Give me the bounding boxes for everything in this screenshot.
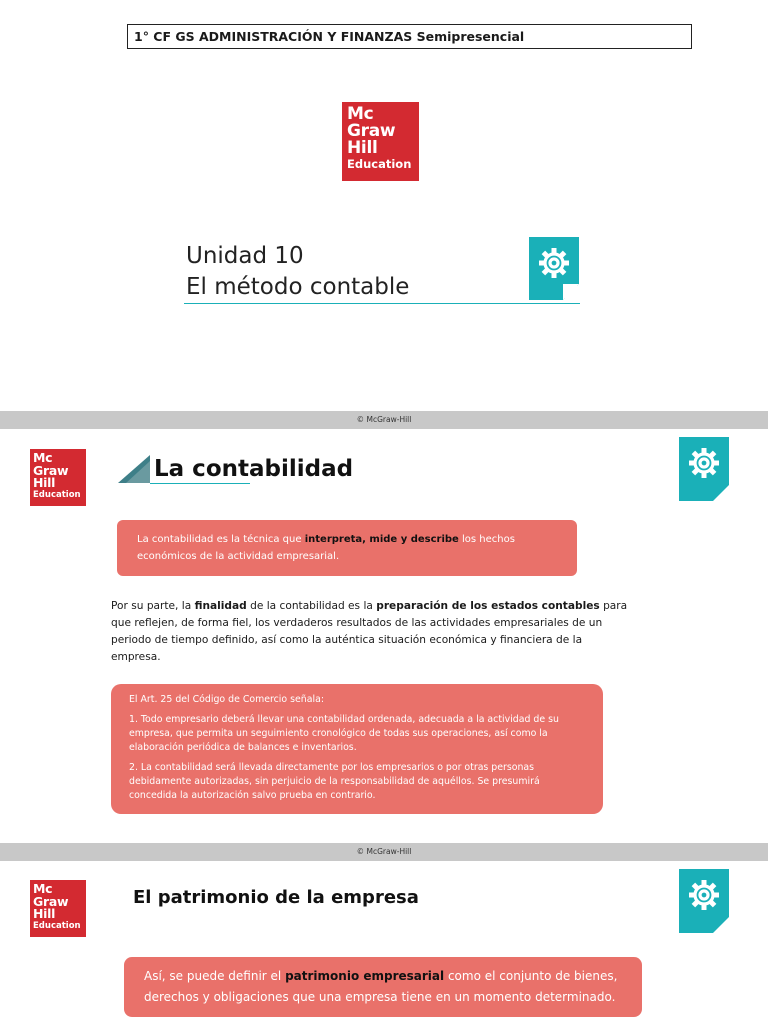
gear-tile [529, 237, 579, 300]
gear-icon [686, 877, 722, 913]
page-fold-icon [563, 284, 579, 300]
definition-callout [117, 520, 577, 576]
callout-text: los hechos económicos de la actividad empresarial. [137, 534, 515, 562]
copyright-text: © McGraw-Hill [356, 415, 412, 424]
article-callout [111, 684, 603, 814]
definition-callout [124, 957, 642, 1017]
callout-bold-text: interpreta, mide y describe [304, 534, 459, 545]
logo-line: Education [33, 920, 81, 931]
paragraph-text: de la contabilidad es la [246, 600, 377, 612]
cover-unit: Unidad 10 [186, 243, 304, 269]
callout-bold-text: patrimonio empresarial [285, 969, 445, 983]
course-title: 1° CF GS ADMINISTRACIÓN Y FINANZAS Semipresencial [127, 24, 692, 49]
cover-title: El método contable [186, 274, 410, 300]
callout-text: como el conjunto de bienes, derechos y obligaciones que una empresa tiene en un momento determinado. [144, 969, 618, 1004]
slide-heading: La contabilidad [154, 456, 354, 482]
logo-line: Graw [33, 893, 69, 909]
logo-line: Hill [33, 475, 56, 490]
mcgraw-hill-logo [30, 449, 86, 506]
gear-tile [679, 437, 729, 501]
logo-line: Education [347, 157, 412, 171]
heading-underline [150, 483, 250, 484]
mcgraw-hill-logo [30, 880, 86, 937]
mcgraw-hill-logo [342, 102, 419, 181]
article-intro: El Art. 25 del Código de Comercio señala: [129, 694, 324, 705]
heading-triangle-icon [116, 455, 156, 485]
paragraph-text: para que reflejen, de forma fiel, los verdaderos resultados de las actividades empresariales de un periodo de tiempo definido, así como la auténtica situación económica y financiera de la empresa. [111, 600, 628, 663]
gear-tile [679, 869, 729, 933]
logo-line: Mc [33, 881, 53, 896]
paragraph-text: Por su parte, la [111, 600, 195, 612]
paragraph-bold-text: preparación de los estados contables [376, 600, 600, 612]
logo-line: Mc [33, 450, 53, 465]
gear-icon [536, 245, 572, 281]
page-fold-icon [713, 917, 729, 933]
logo-line: Hill [347, 138, 378, 158]
purpose-paragraph [111, 598, 635, 666]
gear-icon [686, 445, 722, 481]
logo-line: Graw [347, 121, 396, 141]
callout-text: La contabilidad es la técnica que [137, 534, 305, 545]
slide-heading: El patrimonio de la empresa [133, 887, 419, 908]
page-fold-icon [713, 485, 729, 501]
copyright-text: © McGraw-Hill [356, 847, 412, 856]
copyright-band [0, 411, 768, 429]
article-item: 1. Todo empresario deberá llevar una contabilidad ordenada, adecuada a la actividad de su empresa, que permita un seguimiento cronológico de todas sus operaciones, así como la elaboración periódica de balances e inventarios. [129, 714, 559, 753]
logo-line: Hill [33, 906, 56, 921]
logo-line: Education [33, 489, 81, 500]
logo-line: Mc [347, 104, 374, 124]
article-item: 2. La contabilidad será llevada directamente por los empresarios o por otras personas debidamente autorizadas, sin perjuicio de la responsabilidad de aquéllos. Se presumirá concedida la autorización salvo prueba en contrario. [129, 762, 540, 801]
copyright-band [0, 843, 768, 861]
callout-text: Así, se puede definir el [144, 969, 286, 983]
logo-line: Graw [33, 462, 69, 478]
cover-underline [184, 303, 580, 304]
paragraph-bold-text: finalidad [194, 600, 247, 612]
